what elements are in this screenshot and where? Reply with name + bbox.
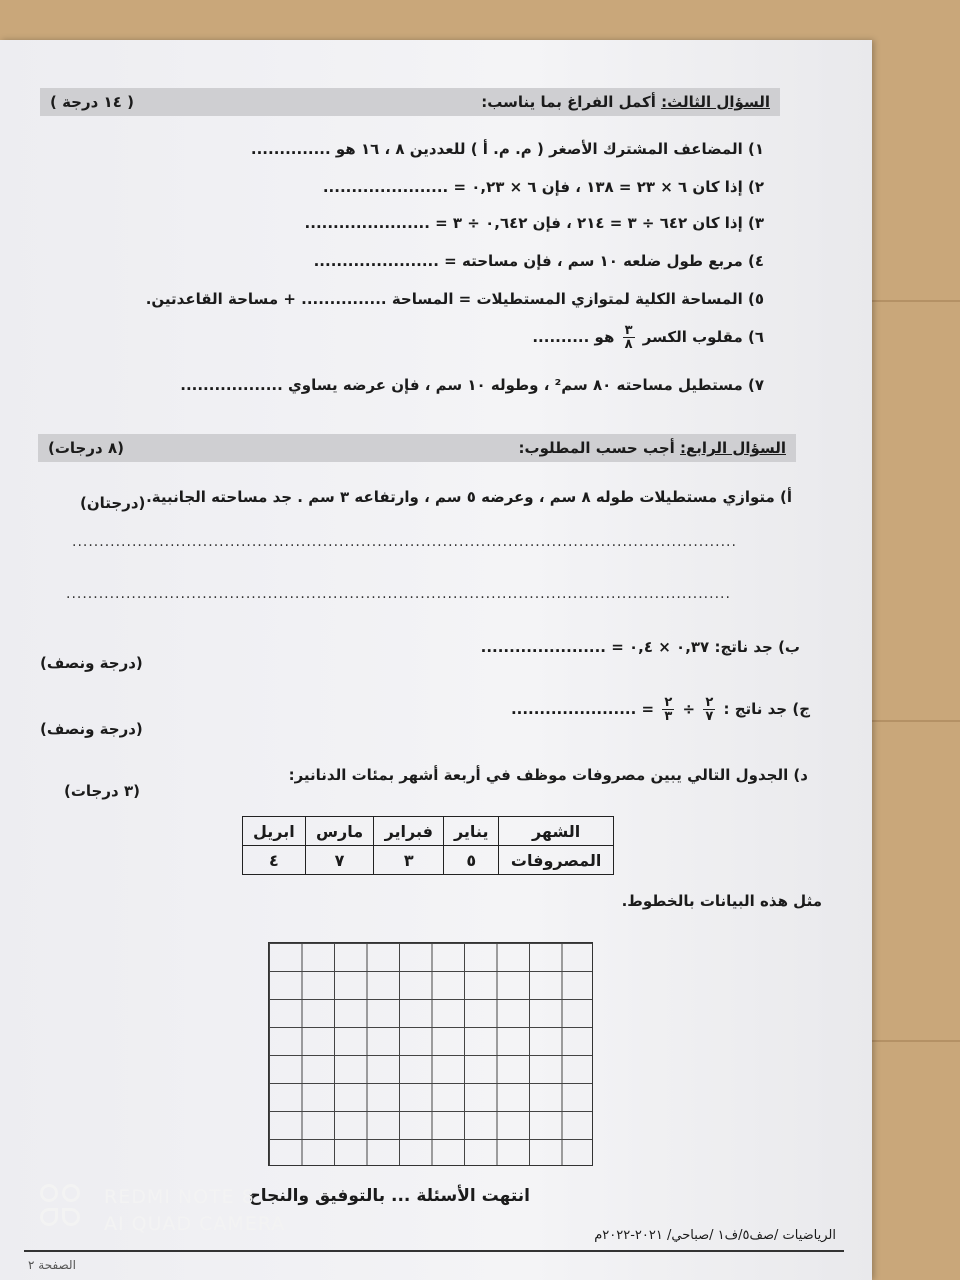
q4-c-label: ج) جد ناتج : <box>723 700 810 718</box>
q3-item-5: ٥) المساحة الكلية لمتوازي المستطيلات = المساحة ............... + مساحة القاعدتين. <box>145 290 764 308</box>
q3-item-6-tail: هو .......... <box>532 328 615 346</box>
table-cell: مارس <box>305 817 374 846</box>
q4-c <box>511 696 810 723</box>
q4-title: السؤال الرابع: <box>680 439 786 457</box>
q4-c-fraction-2 <box>662 696 674 723</box>
table-cell: ٥ <box>444 846 499 875</box>
answer-line-1[interactable]: .......................................................................................................................... <box>72 534 737 550</box>
table-cell: ٤ <box>243 846 306 875</box>
fraction-denominator: ٣ <box>664 709 673 724</box>
q4-heading <box>519 439 786 457</box>
q3-item-7: ٧) مستطيل مساحته ٨٠ سم² ، وطوله ١٠ سم ، فإن عرضه يساوي .................. <box>180 376 764 394</box>
q4-d-instruction: مثل هذه البيانات بالخطوط. <box>621 892 822 910</box>
fraction-denominator: ٨ <box>624 337 633 352</box>
q4-d-marks: (٣ درجات) <box>64 782 140 800</box>
table-cell: ابريل <box>243 817 306 846</box>
fraction-numerator: ٢ <box>705 695 714 710</box>
camera-label: AI QUAD CAMERA <box>104 1213 286 1235</box>
q4-b-marks: (درجة ونصف) <box>40 654 143 672</box>
q3-heading <box>481 93 770 111</box>
q4-c-operator: ÷ <box>682 700 696 718</box>
graph-grid[interactable] <box>268 942 593 1166</box>
q3-item-3: ٣) إذا كان ٦٤٢ ÷ ٣ = ٢١٤ ، فإن ٠,٦٤٢ ÷ ٣ = ...................... <box>304 214 764 232</box>
footer-divider <box>24 1250 844 1252</box>
camera-model: REDMI NOTE 8 <box>104 1186 255 1208</box>
table-row <box>243 817 614 846</box>
q4-marks: (٨ درجات) <box>48 439 124 457</box>
fraction-numerator: ٣ <box>624 323 633 338</box>
q3-item-4: ٤) مربع طول ضلعه ١٠ سم ، فإن مساحته = ...................... <box>313 252 764 270</box>
q3-marks: ( ١٤ درجة ) <box>50 93 134 111</box>
q3-item-6-label: ٦) مقلوب الكسر <box>642 328 764 346</box>
table-cell: يناير <box>444 817 499 846</box>
q3-header <box>40 88 780 116</box>
q3-item-6 <box>532 324 764 351</box>
q4-b: ب) جد ناتج: ٠,٣٧ × ٠,٤ = ...................... <box>480 638 800 656</box>
q3-item-1: ١) المضاعف المشترك الأصغر ( م. م. أ ) للعددين ٨ ، ١٦ هو .............. <box>250 140 764 158</box>
fraction-numerator: ٢ <box>664 695 673 710</box>
closing-text: انتهت الأسئلة ... بالتوفيق والنجاح <box>248 1186 530 1206</box>
q3-instruction: أكمل الفراغ بما يناسب: <box>481 93 656 111</box>
footer-text: الرياضيات /صف٥/ف١ /صباحي/ ٢٠٢١-٢٠٢٢م <box>594 1228 836 1243</box>
table-row-header: المصروفات <box>499 846 614 875</box>
answer-line-2[interactable]: .......................................................................................................................... <box>66 586 731 602</box>
q4-c-fraction-1 <box>703 696 715 723</box>
table-row-header: الشهر <box>499 817 614 846</box>
q4-a-marks: (درجتان) <box>80 494 146 512</box>
q4-a: أ) متوازي مستطيلات طوله ٨ سم ، وعرضه ٥ سم ، وارتفاعه ٣ سم . جد مساحته الجانبية. <box>146 488 792 506</box>
q3-item-2: ٢) إذا كان ٦ × ٢٣ = ١٣٨ ، فإن ٦ × ٠,٢٣ = ...................... <box>322 178 764 196</box>
q4-c-tail: = ...................... <box>510 700 655 718</box>
fraction-denominator: ٧ <box>705 709 714 724</box>
table-cell: ٧ <box>305 846 374 875</box>
q3-item-6-fraction <box>623 324 635 351</box>
table-cell: فبراير <box>374 817 444 846</box>
exam-page <box>0 40 872 1280</box>
page-number: الصفحة ٢ <box>28 1258 76 1272</box>
q4-header <box>38 434 796 462</box>
camera-logo-icon <box>40 1184 88 1232</box>
q4-instruction: أجب حسب المطلوب: <box>518 439 675 457</box>
q4-d: د) الجدول التالي يبين مصروفات موظف في أربعة أشهر بمئات الدنانير: <box>288 766 808 784</box>
table-row <box>243 846 614 875</box>
table-cell: ٣ <box>374 846 444 875</box>
expenses-table <box>242 816 614 875</box>
q4-c-marks: (درجة ونصف) <box>40 720 143 738</box>
q3-title: السؤال الثالث: <box>661 93 770 111</box>
camera-text <box>104 1184 285 1238</box>
